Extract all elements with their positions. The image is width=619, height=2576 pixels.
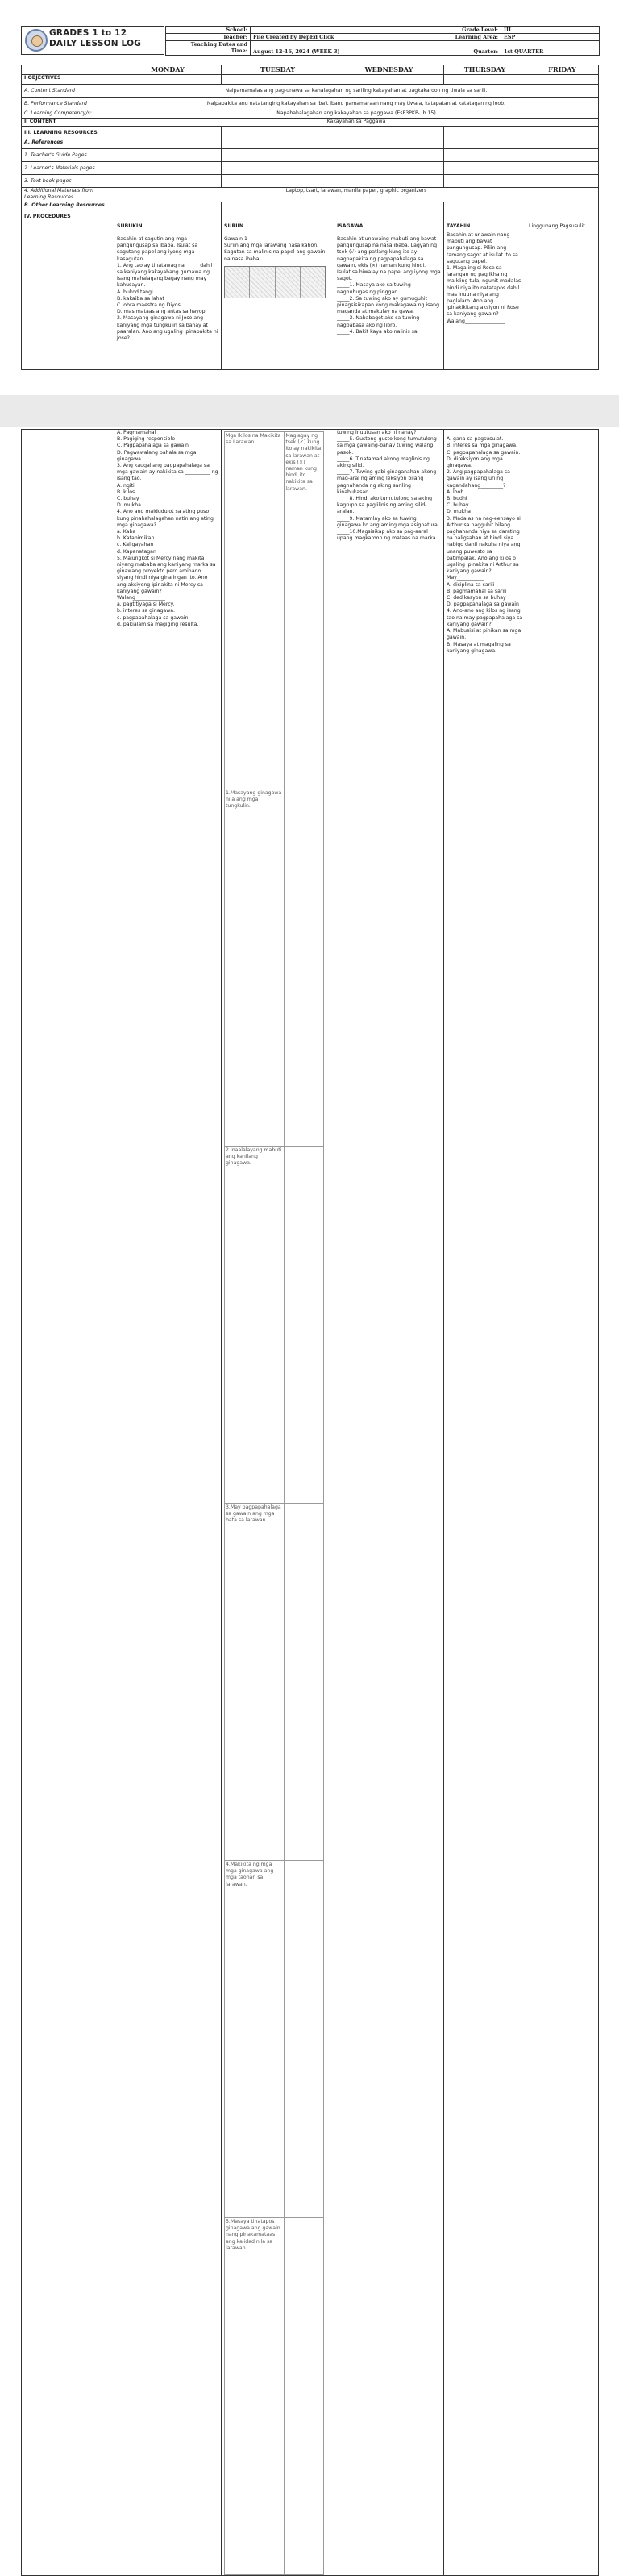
tuesday-procedure-heading: SURIIN (224, 223, 244, 229)
p2-label-cell (22, 430, 114, 2576)
monday-procedure (114, 223, 222, 370)
lesson-log-table (21, 65, 599, 370)
p2-monday-text: A. Pagmamahal B. Pagiging responsible C. Pagpapahalaga sa gawain D. Pagwawalang bahala sa mga ginagawa 3. Ang kaugaliang pagpapahalaga sa mga gawain ay nakikita sa __________ ng isang tao. A. ngiti B. kilos C. buhay D. mukha 4. Ano ang maidudulot sa ating puso kung pinahahalagahan natin ang ating mga ginagawa? a. Kaba b. Katahimikan c. Kaligayahan d. Kapanatagan 5. Malungkot si Mercy nang makita niyang mababa ang kaniyang marka sa ginawang proyekto pero aminado siyang hindi niya ginalingan ito. Ano ang aksiyong ipinakita ni Mercy sa kaniyang gawain? Walang____________ a. pagtitiyaga si Mercy. b. interes sa ginagawa. c. pagpapahalaga sa gawain. d. pakialam sa magiging resulta. (117, 430, 218, 627)
lm-pages-label: 2. Learner's Materials pages (22, 162, 114, 175)
school-value (251, 27, 409, 34)
references-label: A. References (22, 139, 114, 149)
document-title (49, 28, 141, 49)
day-monday: MONDAY (114, 65, 222, 75)
p2-wednesday (334, 430, 444, 2576)
tuesday-procedure (222, 223, 334, 370)
p2-monday (114, 430, 222, 2576)
quarter-label: Quarter: (409, 41, 501, 56)
competency-label: C. Learning Competency/s: (22, 110, 114, 119)
activity-pictures (224, 266, 326, 298)
procedures-continued-table (21, 429, 599, 2576)
day-thursday: THURSDAY (444, 65, 526, 75)
resources-label: III. LEARNING RESOURCES (22, 127, 114, 139)
day-friday: FRIDAY (526, 65, 599, 75)
wednesday-procedure-text: Basahin at unawaing mabuti ang bawat pangungusap na nasa ibaba. Lagyan ng tsek (√) ang patlang kung ito ay nagpapakita ng pagpapahalaga sa gawain, ekis (×) naman kung hindi. Isulat sa hiwalay na papel ang iyong mga sagot. _____1. Masaya ako sa tuwing naghuhugas ng pinggan. _____2. Sa tuwing ako ay gumuguhit pinagsisikapan kong makagawa ng isang maganda at makulay na gawa. _____3. Nababagot ako sa tuwing nagbabasa ako ng libro. _____4. Bakit kaya ako naiinis sa (337, 236, 441, 335)
worksheet-head-right: Maglagay ng tsek (✓) kung ito ay nakikita sa larawan at ekis (×) naman kung hindi ito nakikita sa larawan. (285, 432, 324, 789)
friday-procedure-text: Lingguhang Pagsusulit (529, 223, 585, 229)
p2-friday (526, 430, 599, 2576)
worksheet-row: 2.Inaalalayang mabuti ang kanilang ginagawa. (225, 1147, 285, 1504)
worksheet-row: 1.Masayang ginagawa nila ang mga tungkulin. (225, 789, 285, 1147)
p2-tuesday (222, 430, 334, 2576)
dates-label (166, 41, 251, 56)
thursday-procedure (444, 223, 526, 370)
p2-thursday (444, 430, 526, 2576)
page-2 (0, 427, 619, 2251)
monday-procedure-text: Basahin at sagutin ang mga pangungusap sa ibaba. Isulat sa sagutang papel ang iyong mga kasagutan. 1. Ang tao ay tinatawag na _____ dahil sa kaniyang kakayahang gumawa ng isang mahalagang bagay nang may kahusayan. A. bukod tangi B. kakaiba sa lahat C. obra maestra ng Diyos D. mas mataas ang antas sa hayop 2. Masayang ginagawa ni Jose ang kaniyang mga tungkulin sa bahay at paaralan. Ano ang ugaling ipinapakita ni Jose? (117, 236, 218, 342)
content-standard-label: A. Content Standard (22, 85, 114, 98)
teacher-label: Teacher: (166, 34, 251, 41)
worksheet-row: 3.May pagpapahalaga sa gawain ang mga bata sa larawan. (225, 1504, 285, 1861)
other-resources-label: B. Other Learning Resources (22, 202, 114, 210)
objectives-label: I OBJECTIVES (22, 75, 114, 85)
header-logo-box (21, 26, 164, 55)
tg-pages-label: 1. Teacher's Guide Pages (22, 149, 114, 162)
thursday-procedure-text: Basahin at unawain nang mabuti ang bawat pangungusap. Piliin ang tamang sagot at isulat ito sa sagutang papel. 1. Magaling si Rose sa larangan ng paglikha ng maikling tula, ngunit madalas hindi niya ito natatapos dahil mas inuuna niya ang paglalaro. Ano ang ipinakikitang aksiyon ni Rose sa kaniyang gawain? Walang________________ (447, 232, 521, 324)
procedures-label: IV. PROCEDURES (22, 210, 114, 223)
performance-standard: Naipapakita ang natatanging kakayahan sa iba't ibang pamamaraan nang may tiwala, katapatan at katatagan ng loob. (114, 98, 599, 110)
header-info-table (165, 26, 600, 56)
title-line-1: GRADES 1 to 12 (49, 28, 127, 38)
day-header-row (22, 65, 599, 75)
worksheet-table (224, 431, 324, 2575)
p2-thursday-text: ________ A. gana sa pagsusulat. B. interes sa mga ginagawa. C. pagpapahalaga sa gawain. D. direksiyon ang mga ginagawa. 2. Ang pagpapahalaga sa gawain ay isang uri ng kagandahang_________? A. loob B. budhi C. buhay D. mukha 3. Madalas na nag-eensayo si Arthur sa pagguhit bilang paghahanda niya sa darating na paligsahan at hindi siya nabigo dahil nakuha niya ang unang puwesto sa patimpalak. Ano ang kilos o ugaling ipinakita ni Arthur sa kaniyang gawain? May___________ A. disiplina sa sarili B. pagmamahal sa sarili C. dedikasyon sa buhay D. pagpapahalaga sa gawain 4. Ano-ano ang kilos ng isang tao na may pagpapahalaga sa kaniyang gawain? A. Mabusisi at pihikan sa mga gawain. B. Masaya at magaling sa kaniyang ginagawa. (447, 430, 523, 654)
corner-cell (22, 65, 114, 75)
worksheet-row: 5.Masaya tinatapos ginagawa ang gawain nang pinakamataas ang kalidad nila sa larawan. (225, 2218, 285, 2575)
dates-value: August 12-16, 2024 (WEEK 3) (251, 41, 409, 56)
worksheet-head-left: Mga Ikilos na Makikita sa Larawan (225, 432, 285, 789)
dates-label-line2: Time: (231, 48, 247, 54)
additional-materials: Laptop, tsart, larawan, manila paper, graphic organizers (114, 188, 599, 202)
friday-procedure (526, 223, 599, 370)
additional-materials-label: 4. Additional Materials from Learning Resources (22, 188, 114, 202)
grade-value: III (501, 27, 600, 34)
day-tuesday: TUESDAY (222, 65, 334, 75)
textbook-pages-label: 3. Text book pages (22, 175, 114, 188)
wednesday-procedure (334, 223, 444, 370)
area-label: Learning Area: (409, 34, 501, 41)
content-label: II CONTENT (22, 119, 114, 127)
school-label: School: (166, 27, 251, 34)
content-standard: Naipamamalas ang pag-unawa sa kahalagahan ng sariling kakayahan at pagkakaroon ng tiwala sa sarili. (114, 85, 599, 98)
monday-procedure-heading: SUBUKIN (117, 223, 143, 229)
competency: Napahahalagahan ang kakayahan sa paggawa (EsP3PKP- Ib 15) (114, 110, 599, 119)
day-wednesday: WEDNESDAY (334, 65, 444, 75)
thursday-procedure-heading: TAYAHIN (447, 223, 471, 229)
title-line-2: DAILY LESSON LOG (49, 39, 142, 48)
performance-standard-label: B. Performance Standard (22, 98, 114, 110)
worksheet-row: 4.Makikita ng mga mga ginagawa ang mga taohan sa larawan. (225, 1861, 285, 2218)
grade-label: Grade Level: (409, 27, 501, 34)
procedure-label-cell (22, 223, 114, 370)
deped-seal-icon (25, 29, 48, 52)
area-value: ESP (501, 34, 600, 41)
page-break (0, 395, 619, 427)
dates-label-line1: Teaching Dates and (190, 41, 247, 48)
p2-wednesday-text: tuwing inuutusan ako ni nanay? _____5. Gustong-gusto kong tumutulong sa mga gawaing-bahay tuwing walang pasok. _____6. Tinatamad akong maglinis ng aking silid. _____7. Tuwing gabi ginaganahan akong mag-aral ng aming leksiyon bilang paghahanda ng aking sariling kinabukasan. _____8. Hindi ako tumutulong sa aking kagrupo sa paglilinis ng aming silid-aralan. _____9. Matamlay ako sa tuwing ginagawa ko ang aming mga asignatura. _____10.Magsisikap ako sa pag-aaral upang magkaroon ng mataas na marka. (337, 430, 439, 542)
content: Kakayahan sa Paggawa (114, 119, 599, 127)
teacher-value: File Created by DepEd Click (251, 34, 409, 41)
tuesday-procedure-text: Gawain 1 Suriin ang mga larawang nasa kahon. Sagutan sa malinis na papel ang gawain na nasa ibaba. (224, 236, 326, 262)
page-1 (0, 0, 619, 395)
quarter-value: 1st QUARTER (501, 41, 600, 56)
wednesday-procedure-heading: ISAGAWA (337, 223, 364, 229)
